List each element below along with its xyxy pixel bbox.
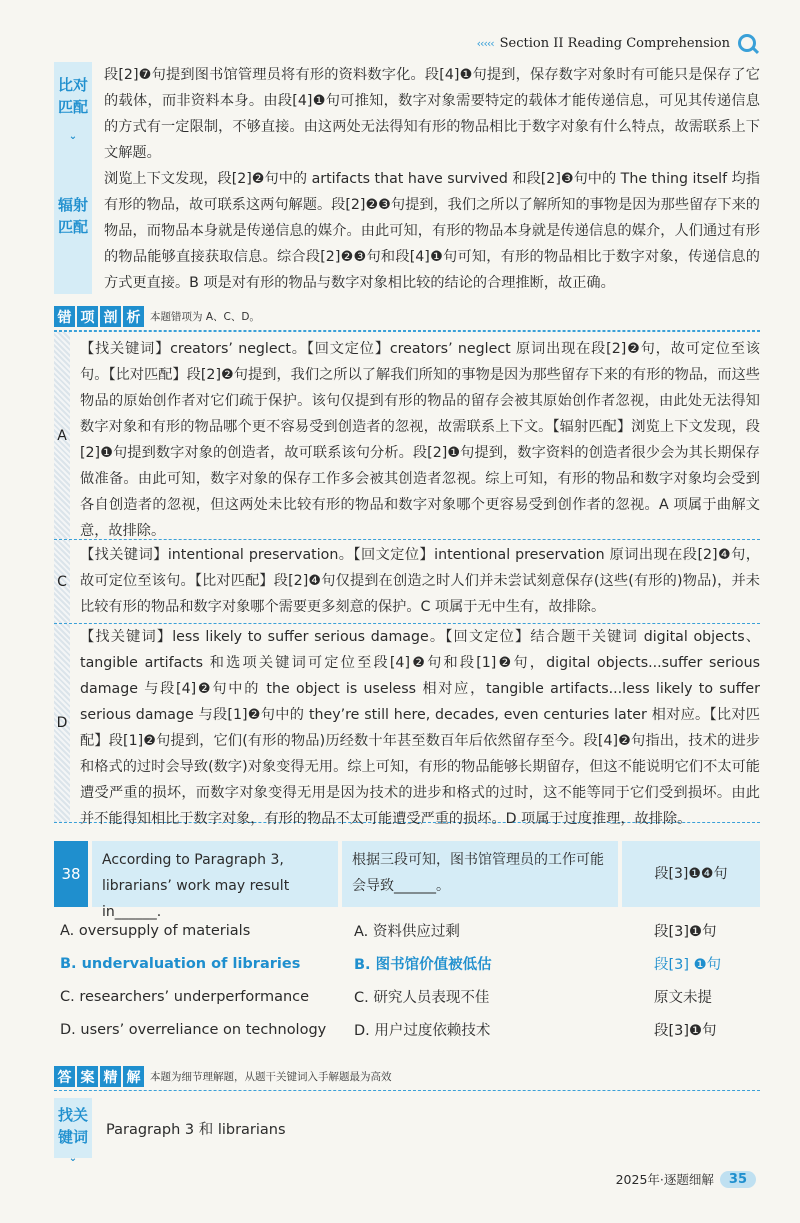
keyword-block	[54, 1098, 286, 1164]
error-section-heading	[54, 306, 760, 331]
answer-option-b	[60, 947, 750, 980]
option-a-analysis	[54, 331, 760, 539]
radiate-text: 浏览上下文发现，段[2]❷句中的 artifacts that have survived 和段[2]❸句中的 The thing itself 均指有形的物品，故可联系这两句解题。段[2]❷❸句提到，我们之所以了解所知的事物是因为那些留存下来的物品，而物品本身就是传递信息的媒介。由此可知，有形的物品本身就是传递信息的媒介，人们通过有形的物品能够直接获取信息。综合段[2]❷❸句和段[4]❶句可知，有形的物品相比于数字对象，传递信息的方式更直接。B 项是对有形的物品与数字对象相比较的结论的合理推断，故正确。	[104, 171, 761, 291]
keyword-text: Paragraph 3 和 librarians	[106, 1121, 286, 1138]
page-footer	[616, 1170, 756, 1188]
option-text: 【找关键词】creators’ neglect。【回文定位】creators’ neglect 原词出现在段[2]❷句，故可定位至该句。【比对匹配】段[2]❷句提到，我们之所以了解我们所知的事物是因为那些留存下来的有形的物品，而这些物品的原始创作者对它们疏于保护。该句仅提到有形的物品的留存会被其原始创作者忽视，由此处无法得知数字对象和有形的物品哪个更不容易受到创造者的忽视，故需联系上下文。【辐射匹配】浏览上下文发现，段[2]❶句提到数字对象的创造者，故可联系该句分析。段[2]❶句提到，数字资料的创造者很少会为其长期保存做准备。由此可知，数字对象的保存工作多会被其创造者忽视。综上可知，有形的物品和数字对象均会受到各自创造者的忽视，但这两处未比较有形的物品和数字对象哪个更容易受到创作者的忽视。A 项属于曲解文意，故排除。	[80, 341, 760, 539]
section-title: Section II Reading Comprehension	[499, 35, 730, 51]
question-stem-zh: 根据三段可知，图书馆管理员的工作可能会导致______。	[342, 841, 618, 907]
question-header	[54, 841, 760, 920]
radiate-tag-label: 辐射匹配	[58, 196, 89, 236]
chevron-down-icon: ⌄	[68, 1153, 78, 1164]
search-icon	[738, 34, 756, 52]
option-location: 段[3] ❶句	[654, 957, 722, 973]
heading-chip: 项	[77, 306, 98, 327]
chevron-down-icon: ⌄	[68, 131, 78, 142]
option-zh: C. 研究人员表现不佳	[354, 990, 490, 1006]
question-number: 38	[54, 841, 88, 907]
option-letter: A	[54, 332, 70, 539]
option-zh: A. 资料供应过剩	[354, 924, 460, 940]
compare-text: 段[2]❼句提到图书馆管理员将有形的资料数字化。段[4]❶句提到，保存数字对象时有可能只是保存了它的载体，而非资料本身。由段[4]❶句可推知，数字对象需要特定的载体才能传递信息，可见其传递信息的方式有一定限制，不够直接。由这两处无法得知有形的物品相比于数字对象有什么特点，故需联系上下文解题。	[104, 67, 760, 161]
option-location: 原文未提	[654, 990, 712, 1006]
answer-option-c	[60, 980, 750, 1013]
option-en: A. oversupply of materials	[60, 922, 251, 939]
option-en: B. undervaluation of libraries	[60, 955, 301, 972]
heading-chip: 错	[54, 306, 75, 327]
answer-option-a	[60, 914, 750, 947]
error-section-note: 本题错项为 A、C、D。	[150, 311, 260, 323]
radiate-block	[54, 166, 760, 294]
compare-tag	[54, 62, 92, 166]
answer-section-note: 本题为细节理解题，从题干关键词入手解题最为高效	[150, 1071, 392, 1083]
option-letter: D	[54, 624, 70, 822]
heading-chip: 案	[77, 1066, 98, 1087]
compare-tag-label: 比对匹配	[58, 76, 89, 116]
page-number: 35	[720, 1171, 756, 1188]
heading-chip: 精	[100, 1066, 121, 1087]
compare-block	[54, 62, 760, 166]
question-stem-en: According to Paragraph 3, librarians’ work may result in______.	[92, 841, 338, 907]
heading-chip: 剖	[100, 306, 121, 327]
option-zh: D. 用户过度依赖技术	[354, 1023, 491, 1039]
heading-chip: 答	[54, 1066, 75, 1087]
question-location: 段[3]❶❹句	[622, 841, 760, 907]
option-location: 段[3]❶句	[654, 924, 717, 940]
arrows-icon: ‹‹‹‹‹	[476, 36, 494, 50]
option-en: D. users’ overreliance on technology	[60, 1021, 327, 1038]
answer-heading-chips	[54, 1066, 144, 1087]
option-d-analysis	[54, 623, 760, 827]
running-header	[477, 34, 756, 52]
heading-chip: 解	[123, 1066, 144, 1087]
option-text: 【找关键词】intentional preservation。【回文定位】intentional preservation 原词出现在段[2]❹句，故可定位至该句。【比对匹配】段[2]❹句仅提到在创造之时人们并未尝试刻意保存(这些(有形的)物品)，并未比较有形的物品和数字对象哪个需要更多刻意的保护。C 项属于无中生有，故排除。	[80, 547, 760, 615]
option-c-analysis	[54, 539, 760, 623]
footer-label: 2025年·逐题细解	[615, 1172, 714, 1187]
option-text: 【找关键词】less likely to suffer serious damage。【回文定位】结合题干关键词 digital objects、tangible artifacts 和选项关键词可定位至段[4]❷句和段[1]❷句，digital objects...suffer serious damage 与段[4]❷句中的 the object is useless 相对应，tangible artifacts...less likely to suffer serious damage 与段[1]❷句中的 they’re still here, decades, even centuries later 相对应。【比对匹配】段[1]❷句提到，它们(有形的物品)历经数十年甚至数百年后依然留存至今。段[4]❷句指出，技术的进步和格式的过时会导致(数字)对象变得无用。综上可知，有形的物品能够长期留存，但这不能说明它们不太可能遭受严重的损坏，而数字对象变得无用是因为技术的进步和格式的过时，这不能等同于它们受到损坏。由此并不能得知相比于数字对象，有形的物品不太可能遭受严重的损坏。D 项属于过度推理，故排除。	[80, 629, 760, 827]
option-letter: C	[54, 540, 70, 623]
option-en: C. researchers’ underperformance	[60, 988, 310, 1005]
keyword-tag-label: 找关键词	[58, 1106, 89, 1146]
answer-option-d	[60, 1013, 750, 1046]
heading-chip: 析	[123, 306, 144, 327]
option-zh: B. 图书馆价值被低估	[354, 957, 492, 973]
answer-section-heading	[54, 1066, 760, 1091]
radiate-tag	[54, 166, 92, 294]
error-heading-chips	[54, 306, 144, 327]
keyword-tag	[54, 1098, 92, 1164]
option-location: 段[3]❶句	[654, 1023, 717, 1039]
